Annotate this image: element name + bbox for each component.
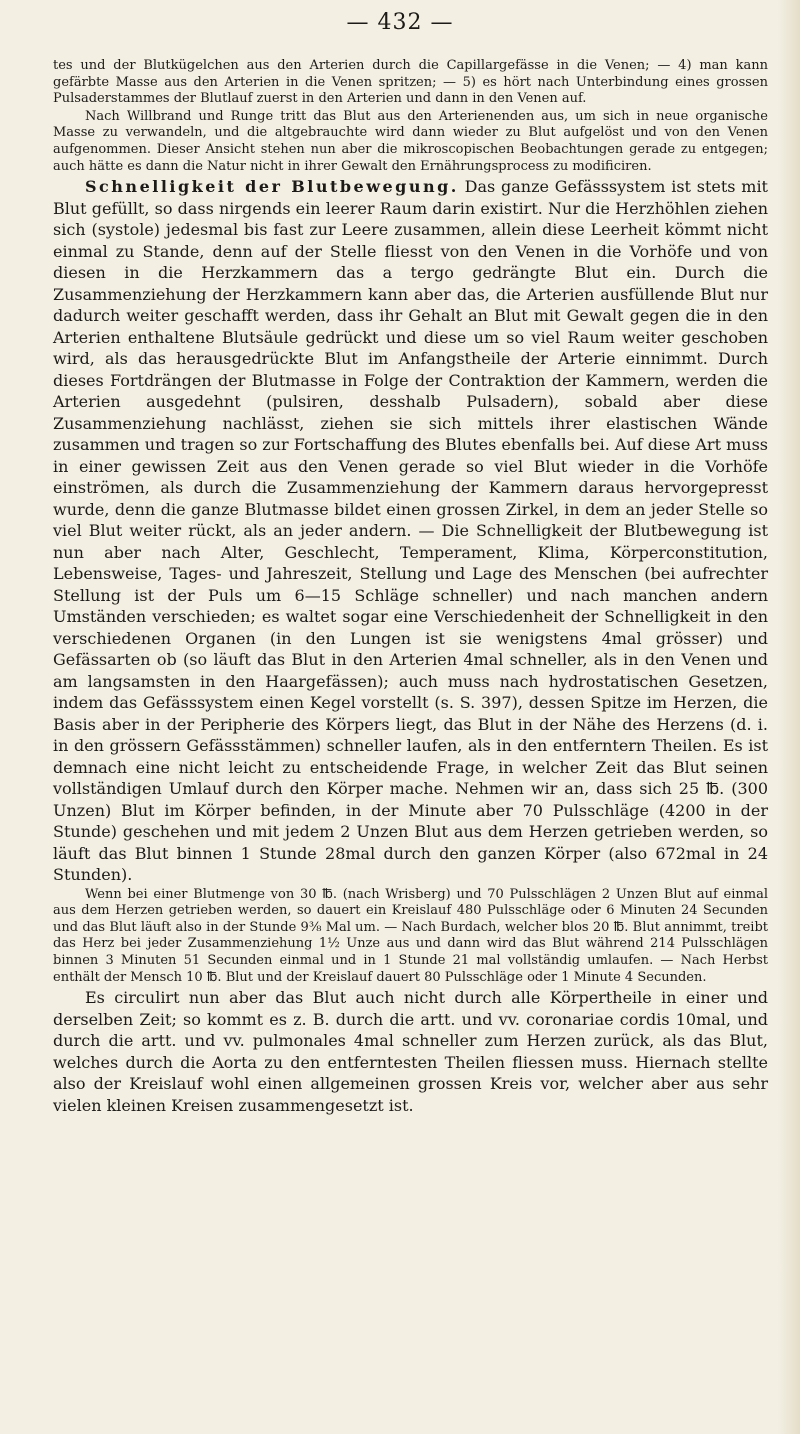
paragraph-3-body: Das ganze Gefässsystem ist stets mit Blut gefüllt, so dass nirgends ein leerer Raum darin existirt. Nur die Herzhöhlen ziehen sich (systole) jedesmal bis fast zur Leere zusammen, allein diese Leerheit kömmt nicht einmal zu Stande, denn auf der Stelle fliesst von den Venen in die Vorhöfe und von diesen in die Herzkammern das a tergo gedrängte Blut ein. Durch die Zusammenziehung der Herzkammern kann aber das, die Arterien ausfüllende Blut nur dadurch weiter geschafft werden, dass ihr Gehalt an Blut mit Gewalt gegen die in den Arterien enthaltene Blutsäule gedrückt und diese um so viel Raum weiter geschoben wird, als das herausgedrückte Blut im Anfangstheile der Arterie einnimmt. Durch dieses Fortdrängen der Blutmasse in Folge der Contraktion der Kammern, werden die Arterien ausgedehnt (pulsiren, desshalb Pulsadern), sobald aber diese Zusammenziehung nachlässt, ziehen sie sich mittels ihrer elastischen Wände zusammen und tragen so zur Fortschaffung des Blutes ebenfalls bei. Auf diese Art muss in einer gewissen Zeit aus den Venen gerade so viel Blut wieder in die Vorhöfe einströmen, als durch die Zusammenziehung der Kammern daraus hervorgepresst wurde, denn die ganze Blutmasse bildet einen grossen Zirkel, in dem an jeder Stelle so viel Blut weiter rückt, als an jeder andern. — Die Schnelligkeit der Blutbewegung ist nun aber nach Alter, Geschlecht, Temperament, Klima, Körperconstitution, Lebensweise, Tages- und Jahreszeit, Stellung und Lage des Menschen (bei aufrechter Stellung ist der Puls um 6—15 Schläge schneller) und nach manchen andern Umständen verschieden; es waltet sogar eine Verschiedenheit der Schnelligkeit in den verschiedenen Organen (in den Lungen ist sie wenigstens 4mal grösser) und Gefässarten ob (so läuft das Blut in den Arterien 4mal schneller, als in den Venen und am langsamsten in den Haargefässen); auch muss nach hydrostatischen Gesetzen, indem das Gefässsystem einen Kegel vorstellt (s. S. 397), dessen Spitze im Herzen, die Basis aber in der Peripherie des Körpers liegt, das Blut in der Nähe des Herzens (d. i. in den grössern Gefässstämmen) schneller laufen, als in den entferntern Theilen. Es ist demnach eine nicht leicht zu entscheidende Frage, in welcher Zeit das Blut seinen vollständigen Umlauf durch den Körper mache. Nehmen wir an, dass sich 25 ℔. (300 Unzen) Blut im Körper befinden, in der Minute aber 70 Pulsschläge (4200 in der Stunde) geschehen und mit jedem 2 Unzen Blut aus dem Herzen getrieben werden, so läuft das Blut binnen 1 Stunde 28mal durch den ganzen Körper (also 672mal in 24 Stunden). <box>53 177 768 885</box>
paragraph-3 <box>53 176 768 886</box>
text-block <box>53 58 768 1116</box>
section-heading: Schnelligkeit der Blutbewegung. <box>85 177 459 197</box>
paragraph-1: tes und der Blutkügelchen aus den Arterien durch die Capillargefässe in die Venen; — 4) man kann gefärbte Masse aus den Arterien in die Venen spritzen; — 5) es hört nach Unterbindung eines grossen Pulsaderstammes der Blutlauf zuerst in den Arterien und dann in den Venen auf. <box>53 58 768 107</box>
page-number: — 432 — <box>346 10 454 35</box>
paragraph-4: Wenn bei einer Blutmenge von 30 ℔. (nach Wrisberg) und 70 Pulsschlägen 2 Unzen Blut auf einmal aus dem Herzen getrieben werden, so dauert ein Kreislauf 480 Pulsschläge oder 6 Minuten 24 Secunden und das Blut läuft also in der Stunde 9⅜ Mal um. — Nach Burdach, welcher blos 20 ℔. Blut annimmt, treibt das Herz bei jeder Zusammenziehung 1½ Unze aus und dann wird das Blut während 214 Pulsschlägen binnen 3 Minuten 51 Secunden einmal und in 1 Stunde 21 mal vollständig umlaufen. — Nach Herbst enthält der Mensch 10 ℔. Blut und der Kreislauf dauert 80 Pulsschläge oder 1 Minute 4 Secunden. <box>53 886 768 985</box>
page-edge-shadow <box>778 0 800 1434</box>
paragraph-2: Nach Willbrand und Runge tritt das Blut aus den Arterienenden aus, um sich in neue organische Masse zu verwandeln, und die altgebrauchte wird dann wieder zu Blut aufgelöst und von den Venen aufgenommen. Dieser Ansicht stehen nun aber die mikroscopischen Beobachtungen gerade zu entgegen; auch hätte es dann die Natur nicht in ihrer Gewalt den Ernährungsprocess zu modificiren. <box>53 108 768 174</box>
paragraph-5: Es circulirt nun aber das Blut auch nicht durch alle Körpertheile in einer und derselben Zeit; so kommt es z. B. durch die artt. und vv. coronariae cordis 10mal, und durch die artt. und vv. pulmonales 4mal schneller zum Herzen zurück, als das Blut, welches durch die Aorta zu den entferntesten Theilen fliessen muss. Hiernach stellte also der Kreislauf wohl einen allgemeinen grossen Kreis vor, welcher aber aus sehr vielen kleinen Kreisen zusammengesetzt ist. <box>53 988 768 1115</box>
